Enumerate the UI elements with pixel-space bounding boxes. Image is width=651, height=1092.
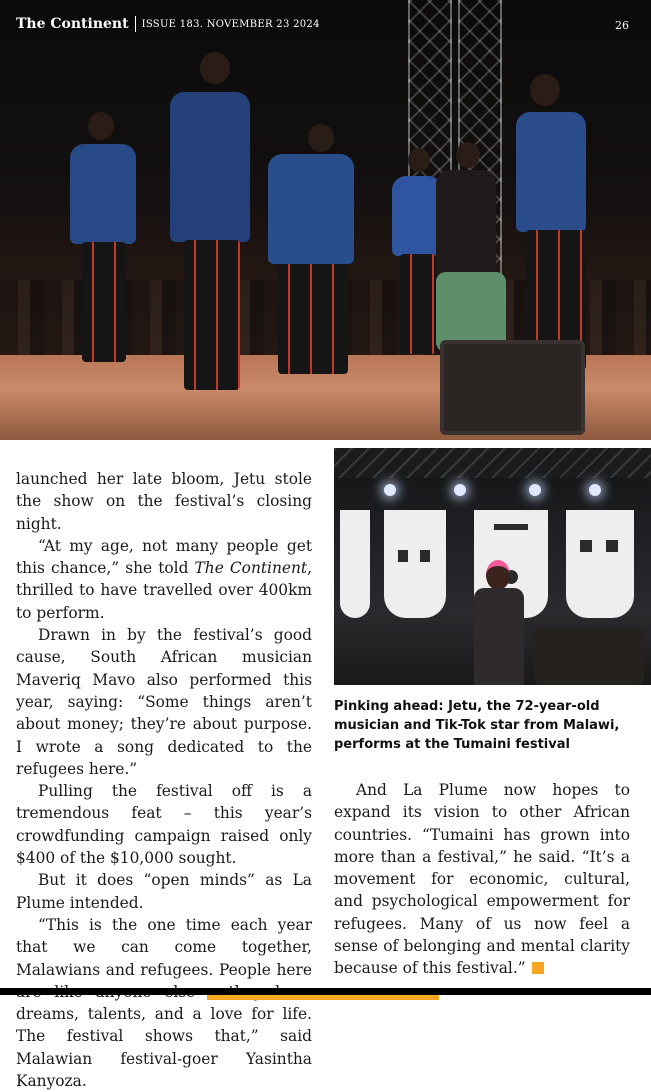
photo-caption: Pinking ahead: Jetu, the 72-year-old musician and Tik-Tok star from Malawi, performs at the Tumaini festival [334, 699, 620, 752]
footer-bar [0, 988, 651, 995]
footer-accent-bar [207, 995, 439, 1000]
inset-photo-performer [334, 448, 651, 685]
issue-header [16, 16, 320, 32]
paragraph: Pulling the festival off is a tremendous feat – this year’s crowdfunding campaign raised only $400 of the $10,000 sought. [16, 782, 312, 868]
page-number: 26 [615, 19, 629, 32]
article-right-column [334, 779, 630, 980]
paragraph: But it does “open minds” as La Plume intended. [16, 871, 312, 912]
issue-label: ISSUE 183. NOVEMBER 23 2024 [141, 18, 320, 30]
stage-amplifier [440, 340, 585, 435]
quote-tail: , thrilled to have travelled over 400km to perform. [16, 559, 312, 622]
paragraph: launched her late bloom, Jetu stole the show on the festival’s closing night. [16, 470, 312, 533]
singer-figure [466, 560, 536, 685]
end-of-article-square-icon [532, 962, 544, 974]
hero-photo-dancers [0, 0, 651, 440]
paragraph: Drawn in by the festival’s good cause, South African musician Maveriq Mavo also performed this year, saying: “Some things aren’t about money; they’re about purpose. I wrote a song dedicated to the refugees here.” [16, 626, 312, 778]
publication-name: The Continent [194, 559, 308, 578]
paragraph-quote [16, 535, 312, 624]
header-divider [135, 16, 136, 32]
quote-lead: “At my age, not many people get this chance,” she told [16, 536, 312, 578]
publication-brand: The Continent [16, 16, 129, 32]
paragraph-closing [334, 779, 630, 980]
paragraph: “This is the one time each year that we can come together, Malawians and refugees. People here dreams, talents, and a love for life. The festival shows that,” said Malawian festival-goer Yasintha Kanyoza. [16, 915, 312, 1091]
closing-text: And La Plume now hopes to expand its vision to other African countries. “Tumaini has grown into more than a festival,” he said. “It’s a movement for economic, cultural, and psychological empowerment for refugees. Many of us now feel a sense of belonging and mental clarity because of this festival.” [334, 781, 630, 978]
